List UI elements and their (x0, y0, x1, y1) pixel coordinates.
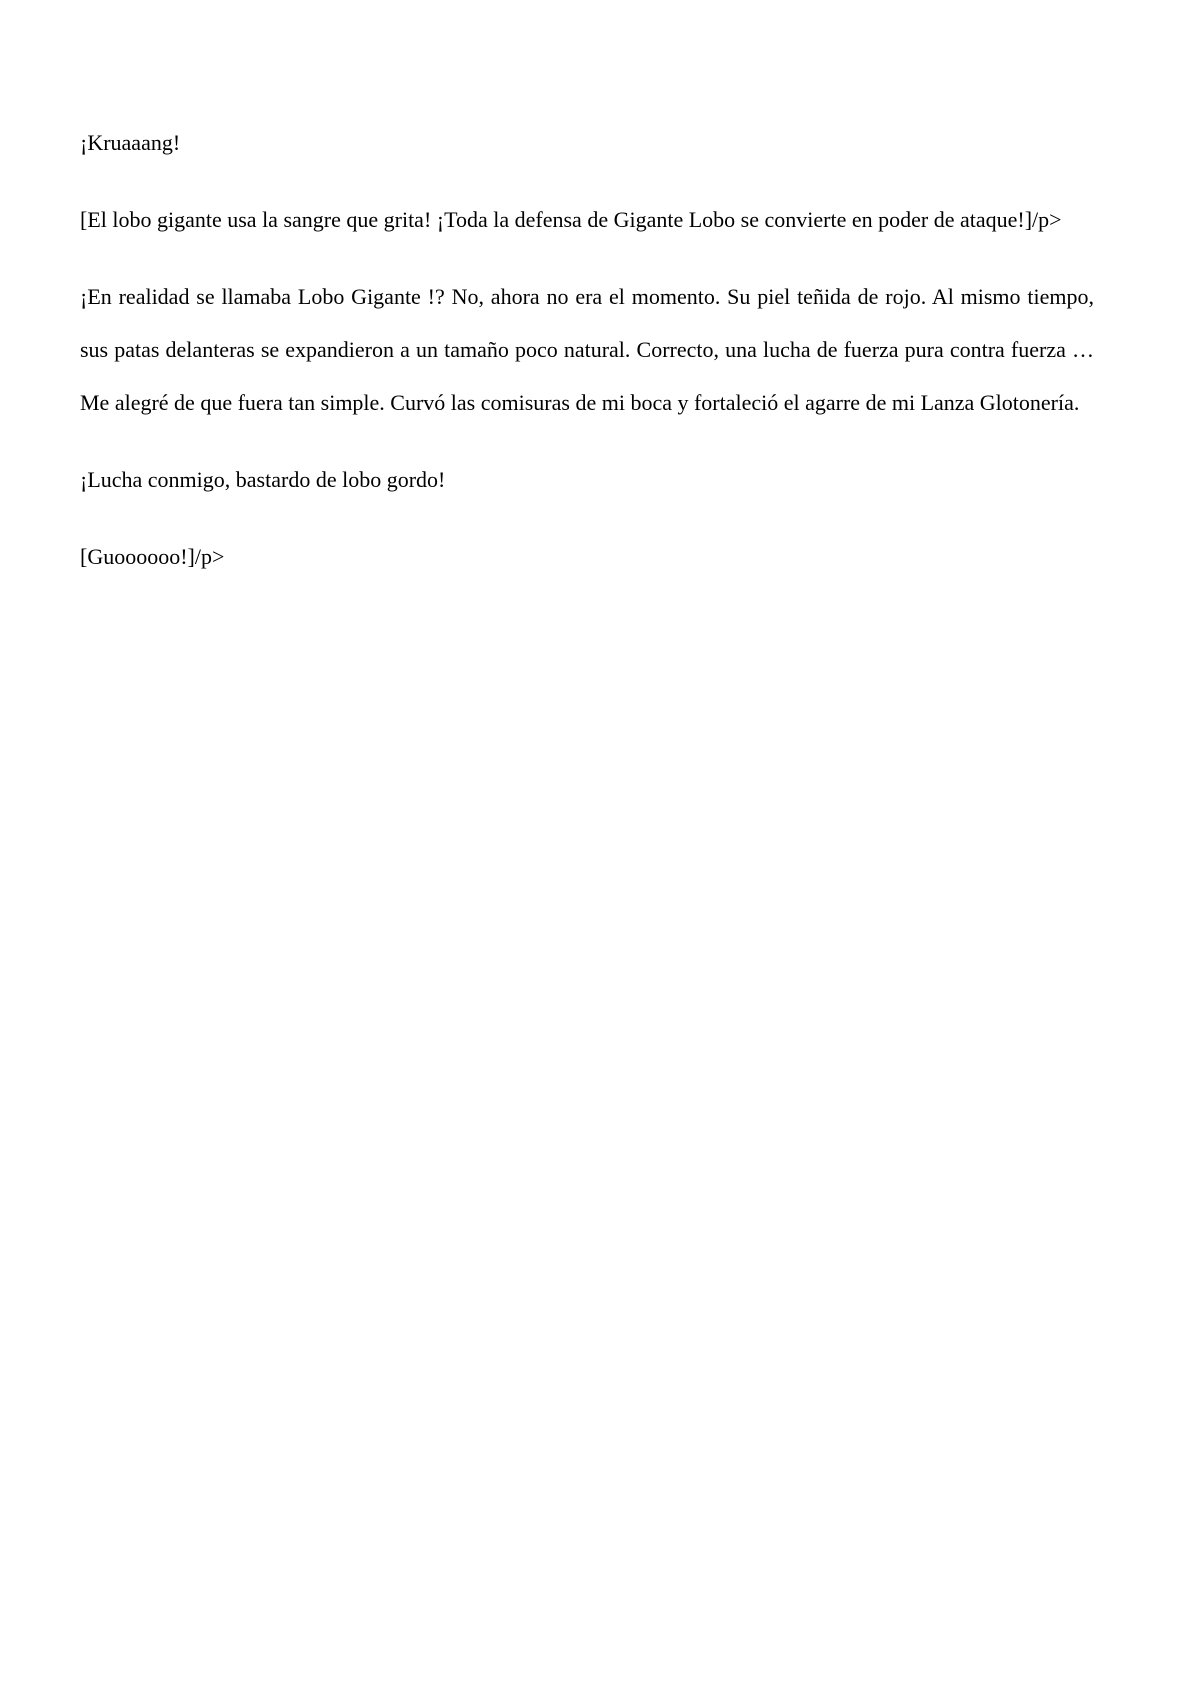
paragraph-narration: ¡En realidad se llamaba Lobo Gigante !? No, ahora no era el momento. Su piel teñida de rojo. Al mismo tiempo, sus patas delanteras se expandieron a un tamaño poco natural. Correcto, una lucha de fuerza pura contra fuerza … Me alegré de que fuera tan simple. Curvó las comisuras de mi boca y fortaleció el agarre de mi Lanza Glotonería. (80, 284, 1094, 415)
paragraph-challenge: ¡Lucha conmigo, bastardo de lobo gordo! (80, 467, 446, 492)
paragraph-guoooo: [Guoooooo!]/p> (80, 544, 225, 569)
paragraph-wolf-blood: [El lobo gigante usa la sangre que grita! ¡Toda la defensa de Gigante Lobo se convierte en poder de ataque!]/p> (80, 207, 1062, 232)
paragraph-kruaaang: ¡Kruaaang! (80, 130, 181, 155)
document-body (80, 116, 1094, 607)
